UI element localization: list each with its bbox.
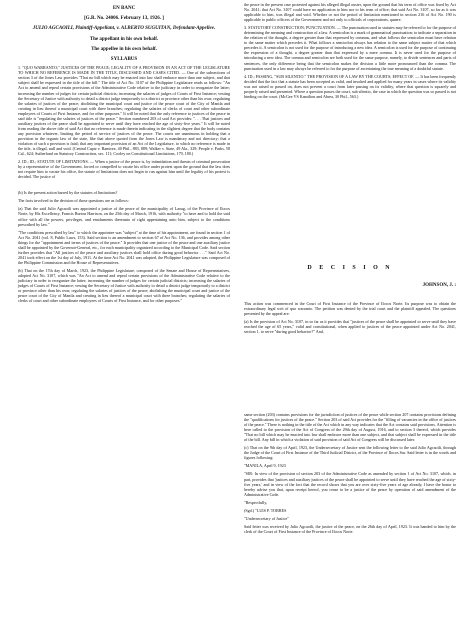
ponente: JOHNSON, J. : <box>422 283 456 288</box>
letter-receipt: Said letter was received by Julio Agcaoili, the justice of the peace, on the 26th day of April, 1923. It was handed to him by the clerk of the Court of First Instance of the Province of Ilocos Norte. <box>244 523 456 534</box>
letter-body: "SIR: In view of the provision of section 203 of the Administrative Code as amended by section 1 of Act No. 3107, which, in part, provides that 'justices and auxiliary justices of the peace shall be appointed to serve until they have reached the age of sixty-five years,' and in view of the fact that the record shows that you are over sixty-five years of age already, I have the honor to hereby advise you that, upon receipt hereof, you cease to be a justice of the peace by operation of said amendment of the Administrative Code. <box>244 471 456 497</box>
appellant-counsel: The appellant in his own behalf. <box>89 37 159 43</box>
left-column <box>18 6 230 306</box>
right-column-upper <box>244 2 456 102</box>
syllabus-paragraph-3: 3. STATUTORY CONSTRUCTION; PUNCTUATION. — The punctuation used in statutes may be referred to for the purpose of determining the meaning and construction of a law. A semicolon is a mark of grammatical punctuation; to indicate a separation in the relation of the thought, a degree greater than that expressed by commas, and what follows the semicolon must have relation to the same matter which precedes it. What follows a semicolon always has relation to the same subject matter of that which precedes it. A semicolon is not used for the purpose of introducing a new idea. A semicolon is used for the purpose of continuing the expression of a thought, a degree greater than that expressed by a mere comma. It is never used for the purpose of introducing a new idea. The comma and semicolon are both used for the same purpose, namely, to divide sentences and parts of sentences, the only difference being that the semicolon makes the division a little more pronounced than the comma. The punctuation used in a law may always be referred to for the purpose of ascertaining the true meaning of a doubtful statute. <box>244 25 456 71</box>
fact-a: (a) That the said Julio Agcaoili was appointed a justice of the peace of the municipality of Laoag, of the Province of Ilocos Norte, by His Excellency, Francis Burton Harrison, on the 25th day of March, 1916, with authority "to have and to hold the said office with all the powers, privileges, and emoluments thereunto of right appertaining unto him, subject to the conditions prescribed by law." <box>18 206 230 227</box>
decision-paragraph-1: This action was commenced in the Court of First Instance of the Province of Ilocos Norte. Its purpose was to obtain the extraordinary legal writ of quo warranto. The petition was denied by the trial court and the plaintiff appealed. The questions presented by the appeal are: <box>244 301 456 317</box>
en-banc-heading: EN BANC <box>112 6 136 11</box>
letter-date: "MANILA, April 9, 1923 <box>244 463 286 469</box>
fact-conditions: "The conditions prescribed by law" to which the appointee was "subject" at the time of his appointment, are found in section 1 of Act No. 2041 (vol. 8, Public Laws, 153). Said section is an amendment to section 67 of Act No. 136, and provides among other things for the "appointment and terms of justices of the peace." It provides that one justice of the peace and one auxiliary justice shall be appointed by the Governor-General, etc., for each municipality organized according to the Municipal Code. Said section further provides that "All justices of the peace and auxiliary justices shall hold office during good behavior . . ." Said Act No. 2041 took effect on the 1st day of July, 1911. At the time Act No. 2041 was adopted, the Philippine Legislature was composed of the Philippine Commission and the House of Representatives. <box>18 229 230 265</box>
syllabus-paragraph-4: 4. ID.; PASSING, "SUB SILENTIO." THE PROVISION OF A LAW BY THE COURTS; EFFECT OF. — It has been frequently decided that the fact that a statute has been accepted as valid, and invoked and applied for many years in cases where its validity was not raised or passed on, does not prevent a court from later passing on its validity, where that question is squarely and properly raised and presented. Where a question passes the court, sub silentio, the case in which the question was so passed is not binding on the court. (McGee VS Kamilton and Abrea, 30 Phil., 563.) <box>244 73 456 99</box>
right-column-lower <box>244 412 456 537</box>
question-b: (b) Is the present action barred by the statutes of limitations? <box>18 190 118 196</box>
letter-signature: (Sgd.) "LUIS P. TORRES <box>244 507 287 513</box>
case-number: [G.R. No. 24006. February 13, 1926. ] <box>84 16 164 22</box>
syllabus-paragraph-1: 1. "QUO WARRANTO;" JUSTICES OF THE PEACE; LEGALITY OF A PROVISION IN AN ACT OF THE LEGISLATURE TO WHICH NO REFERENCE IS MADE IN THE TITLE, DISCUSSED AND CASES CITED. — One of the subsections of section 3 of the Jones Law provides "That no bill which may be enacted into law shall embrace more than one subject, and that subject shall be expressed in the title of the bill." The title of Act No. 3107 of the Philippine Legislature reads as follows: "An Act to amend and repeal certain provisions of the Administrative Code relative to the judiciary in order to reorganize the latter; increasing the number of judges for certain judicial districts; increasing the salaries of judges of Courts of First Instance; vesting the Secretary of Justice with authority to detail a district judge temporarily to a district or province other than his own; regulating the salaries of justices of the peace; abolishing the municipal court and justice of the peace court of the City of Manila and creating in lieu thereof a municipal court with three branches; regulating the salaries of clerks of court and other subordinate employees of Courts of First Instance, and for other purposes." It will be noted that the only reference to justices of the peace in said title is "regulating the salaries of justices of the peace." Section numbered 203 of said Act provides: ". . . That justices and auxiliary justices of the peace shall be appointed to serve until they have reached the age of sixty-five years." It will be noted from reading the above title of said Act that no reference is made therein indicating in the slightest degree that the body contains any provision whatever, limiting the period of service of justices of the peace. The courts are unanimous in holding that a provision in the organic law of the state, like that above quoted from the Jones Law is mandatory and not directory; that a violation of such a provision is fatal; that any important provision of an Act of the Legislature, to which no reference is made in the title, is illegal, null and void. (Central Capiz v. Ramirez, 40 Phil., 883, 889; Walker v. State, 49 Ala., 329; People v. Parks, 58 Cal., 624; Sutherland on Statutory Construction, sec. 111; Cooley on Constitutional Limitations, 179, 180.) <box>18 65 230 157</box>
letter-title: "Undersecretary of Justice" <box>244 515 289 521</box>
right-column-decision <box>244 301 456 337</box>
facts-intro: The facts involved in the decision of those questions are as follows: <box>18 198 129 204</box>
syllabus-paragraph-2: 2. ID.; ID.; STATUTE OF LIMITATIONS. — When a justice of the peace is, by intimidation and threats of criminal prosecution by a representative of the Government, forced or compelled to vacate his office under protest upon the ground that the law does not require him to vacate his office, the statute of limitations does not begin to run against him until the legality of his protest is decided. The justice of <box>18 159 230 180</box>
syllabus-heading: SYLLABUS <box>110 57 138 63</box>
syllabus-continuation: the peace in the present case protested against his alleged illegal ouster, upon the ground that his term of office was fixed by Act No. 2041; that Act No. 3107 could have no application to him nor to his term of office; that said Act No. 3107, so far as it was applicable to him, was illegal and void. Whether or not the period of limitation mentioned in section 216 of Act No. 190 is applicable to public officers of the Government and not only to officials of corporations, quaere. <box>244 2 456 23</box>
fact-b: (b) That on the 17th day of March, 1923, the Philippine Legislature, composed of the Senate and House of Representatives, adopted Act No. 3107, which was "An Act to amend and repeal certain provisions of the Administrative Code relative to the judiciary in order to reorganize the latter; increasing the number of judges for certain judicial districts; increasing the salaries of judges of Courts of First Instance; vesting the Secretary of Justice with authority to detail a district judge temporarily to a district or province other than his own; regulating the salaries of justices of the peace; abolishing the municipal court and justice of the peace court of the City of Manila and creating in lieu thereof a municipal court with three branches; regulating the salaries of clerks of court and other subordinate employees of Courts of First Instance, and for other purposes." <box>18 267 230 304</box>
lower-paragraph-1: same section (203) contains provisions for the jurisdiction of justices of the peace while section 207 contains provisions defining the "qualifications for justices of the peace." Section 203 of said Act provides for the "filling of vacancies in the office of justices of the peace." There is nothing in the title of the Act which in any way indicates that the Act contains said provisions. Attention is here called to the provision of the Act of Congress of the 29th day of August, 1916, and to section 3 thereof, which provides "That no bill which may be enacted into law shall embrace more than one subject, and that subject shall be expressed in the title of the bill. Any bill in which a violation of said provision of said Act of Congress will be discussed later. <box>244 412 456 443</box>
decision-heading: D E C I S I O N <box>307 265 393 271</box>
letter-closing: "Respectfully, <box>244 499 268 505</box>
lower-paragraph-c: (c) That on the 9th day of April, 1923, the Undersecretary of Justice sent the following letter to the said Julio Agcaoili, through the Judge of the Court of First Instance of the Third Judicial District, of the Province of Ilocos Sur. Said letter is in the words and figures following: <box>244 445 456 461</box>
decision-question-a: (a) Is the provision of Act No. 3107, in so far as it provides that "justices of the peace shall be appointed to serve until they have reached the age of 65 years," valid and constitutional, when applied to justices of the peace appointed under Act No. 2041, section 1, to serve "during good behavior?" And, <box>244 319 456 335</box>
appellee-counsel: The appellee in his own behalf. <box>91 47 157 53</box>
case-parties: JULIO AGCAOILI, Plaintiff-Appellant, v. ALBERTO SUGUITAN, Defendant-Appellee. <box>32 26 216 32</box>
